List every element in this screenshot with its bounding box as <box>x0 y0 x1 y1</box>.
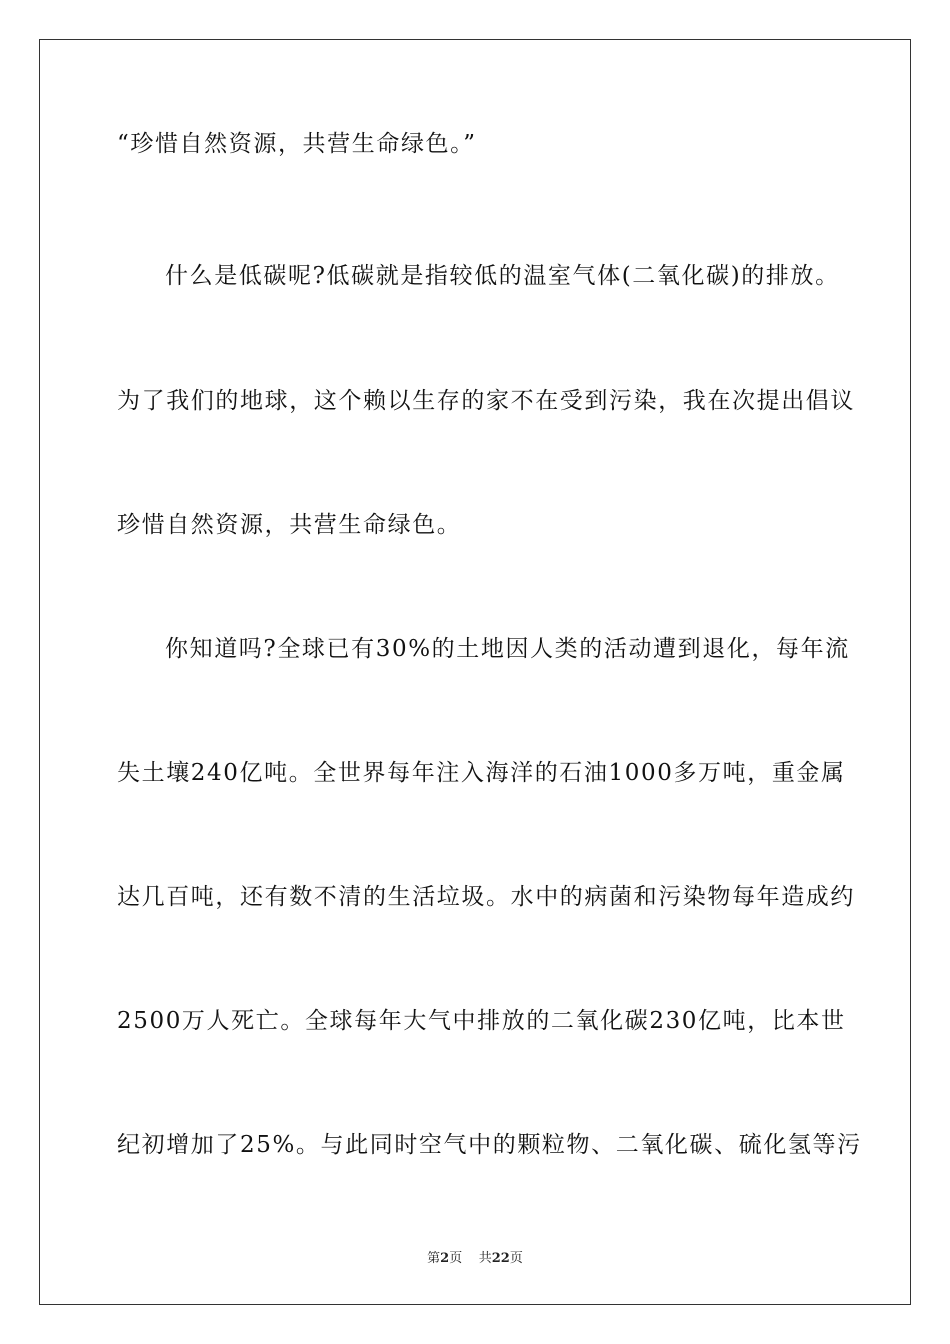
total-page-count: 22 <box>491 1251 510 1266</box>
page-label-suffix: 页 <box>449 1251 463 1266</box>
paragraph-line-8: 2500万人死亡。全球每年大气中排放的二氧化碳230亿吨，比本世 <box>117 1008 846 1034</box>
paragraph-line-3: 为了我们的地球，这个赖以生存的家不在受到污染，我在次提出倡议 <box>117 388 855 414</box>
total-label-prefix: 共 <box>478 1251 492 1266</box>
paragraph-line-4: 珍惜自然资源，共营生命绿色。 <box>117 512 462 538</box>
paragraph-line-1: “珍惜自然资源，共营生命绿色。” <box>117 131 477 157</box>
current-page-number: 2 <box>440 1251 450 1266</box>
paragraph-line-6: 失土壤240亿吨。全世界每年注入海洋的石油1000多万吨，重金属 <box>117 760 846 786</box>
paragraph-line-9: 纪初增加了25%。与此同时空气中的颗粒物、二氧化碳、硫化氢等污 <box>117 1132 862 1158</box>
page-border <box>39 39 911 1305</box>
total-label-suffix: 页 <box>509 1251 523 1266</box>
page-footer <box>0 1247 950 1266</box>
paragraph-line-2: 什么是低碳呢?低碳就是指较低的温室气体(二氧化碳)的排放。 <box>165 263 840 289</box>
paragraph-line-5: 你知道吗?全球已有30%的土地因人类的活动遭到退化，每年流 <box>165 636 850 662</box>
page-label-prefix: 第 <box>427 1251 441 1266</box>
paragraph-line-7: 达几百吨，还有数不清的生活垃圾。水中的病菌和污染物每年造成约 <box>117 884 855 910</box>
